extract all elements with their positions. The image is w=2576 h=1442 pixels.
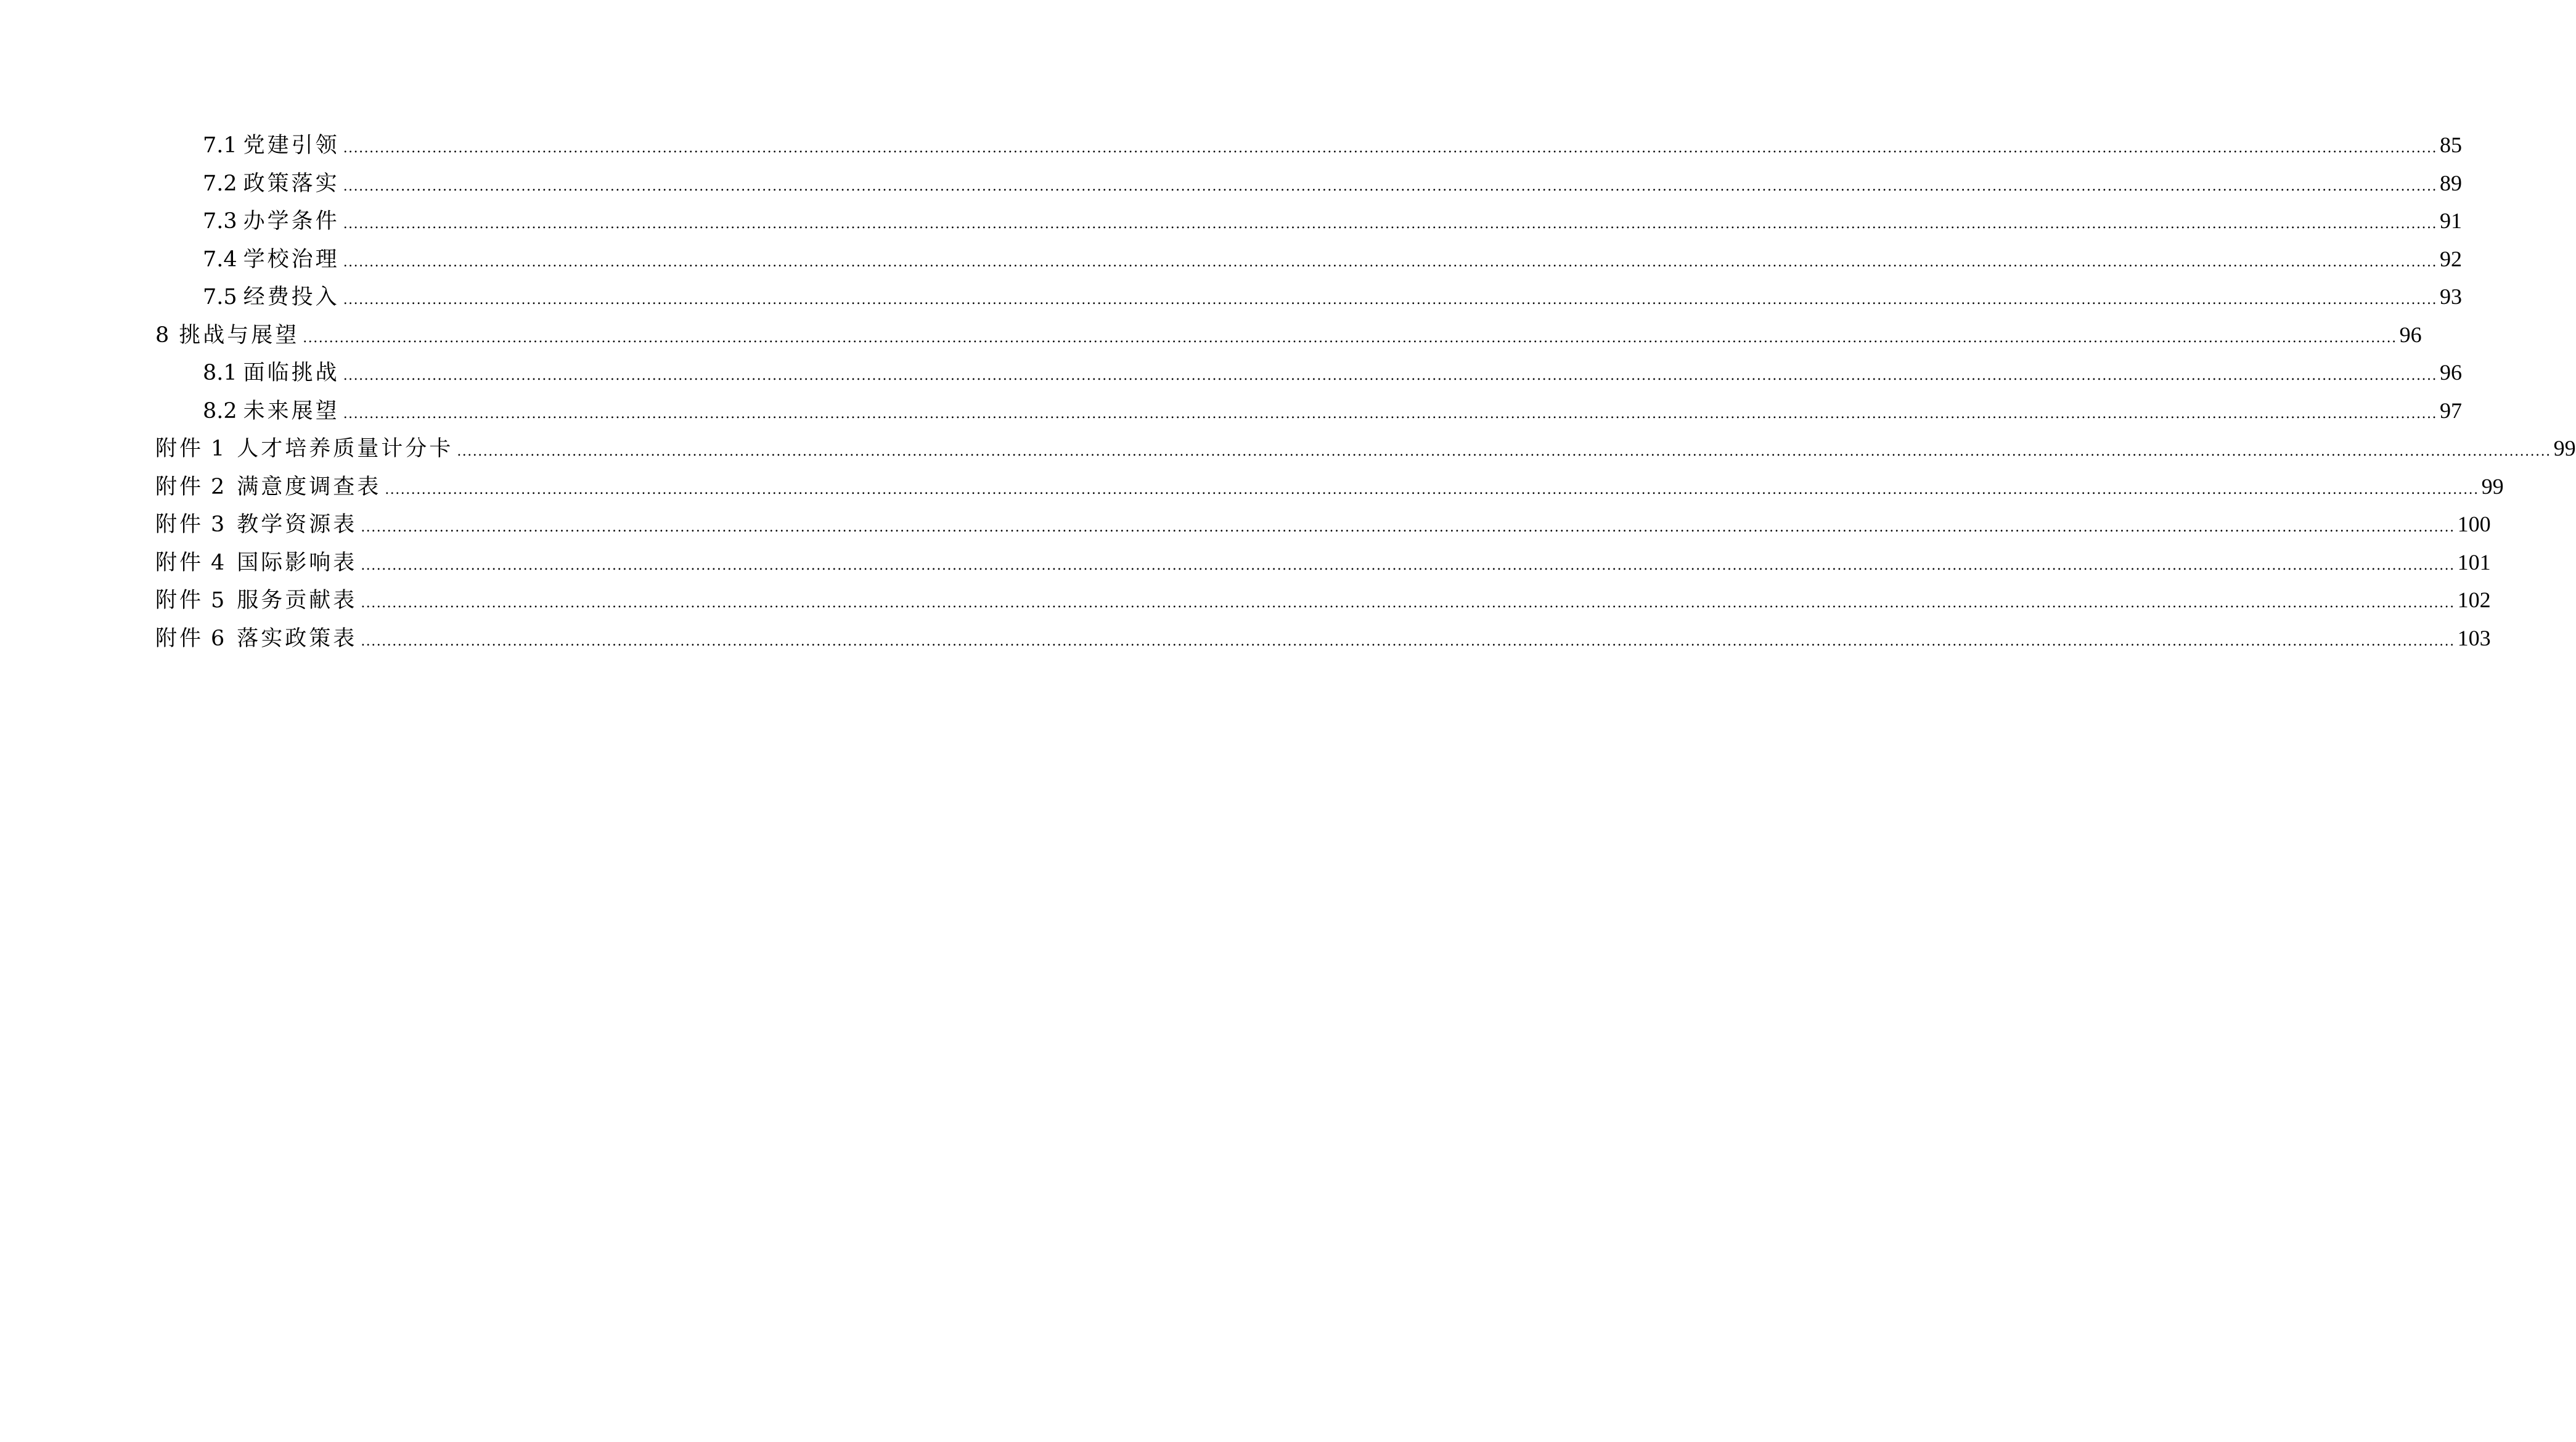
section-title: 经费投入 [243, 285, 340, 309]
appendix-prefix: 附件 [155, 626, 204, 651]
table-of-contents [155, 126, 2576, 657]
toc-entry-title [155, 317, 299, 355]
dot-leader: ................................................................................................................................................................................................................................................................................................................................................................................................................ [385, 481, 2479, 498]
page-number: 103 [2457, 625, 2491, 650]
appendix-title: 国际影响表 [237, 550, 358, 575]
page-number: 96 [2439, 360, 2462, 385]
dot-leader: ................................................................................................................................................................................................................................................................................................................................................................................................................ [343, 292, 2437, 308]
section-title: 面临挑战 [243, 361, 340, 385]
toc-entry-appendix-4[interactable] [155, 544, 2491, 582]
section-number: 7.3 [203, 209, 237, 234]
dot-leader: ................................................................................................................................................................................................................................................................................................................................................................................................................ [343, 216, 2437, 232]
appendix-title: 满意度调查表 [237, 474, 382, 499]
page-number: 99 [2481, 473, 2504, 499]
appendix-number: 2 [211, 474, 225, 499]
toc-entry-8-2[interactable] [155, 392, 2462, 430]
dot-leader: ................................................................................................................................................................................................................................................................................................................................................................................................................ [303, 330, 2397, 346]
page-number: 101 [2457, 549, 2491, 575]
toc-entry-title [155, 544, 357, 583]
chapter-number: 8 [155, 322, 170, 348]
appendix-title: 服务贡献表 [237, 588, 358, 613]
section-title: 未来展望 [243, 398, 340, 424]
dot-leader: ................................................................................................................................................................................................................................................................................................................................................................................................................ [457, 444, 2551, 459]
appendix-number: 1 [211, 436, 225, 461]
appendix-number: 6 [211, 626, 225, 651]
page-number: 91 [2439, 208, 2462, 233]
page-number: 92 [2439, 246, 2462, 271]
toc-entry-7-1[interactable] [155, 126, 2462, 165]
toc-entry-8-1[interactable] [155, 354, 2462, 392]
appendix-number: 4 [211, 550, 225, 575]
page-number: 99 [2553, 436, 2576, 461]
toc-entry-8[interactable] [155, 316, 2422, 354]
section-number: 7.5 [203, 285, 237, 309]
page-number: 93 [2439, 284, 2462, 309]
toc-entry-title [203, 241, 340, 279]
appendix-prefix: 附件 [155, 512, 204, 537]
dot-leader: ................................................................................................................................................................................................................................................................................................................................................................................................................ [361, 633, 2455, 649]
section-number: 7.2 [203, 171, 237, 196]
chapter-title: 挑战与展望 [179, 322, 300, 348]
section-title: 办学条件 [243, 209, 340, 234]
section-title: 党建引领 [243, 133, 340, 158]
appendix-prefix: 附件 [155, 474, 204, 499]
toc-entry-title [203, 203, 340, 241]
toc-entry-title [203, 393, 340, 431]
toc-entry-title [203, 127, 340, 165]
toc-entry-title [203, 165, 340, 203]
toc-entry-title [203, 279, 340, 317]
dot-leader: ................................................................................................................................................................................................................................................................................................................................................................................................................ [361, 596, 2455, 611]
toc-entry-7-4[interactable] [155, 240, 2462, 279]
toc-entry-title [155, 430, 453, 469]
appendix-title: 教学资源表 [237, 512, 358, 537]
page-number: 89 [2439, 170, 2462, 195]
page-number: 100 [2457, 512, 2491, 536]
appendix-prefix: 附件 [155, 550, 204, 575]
section-number: 8.1 [203, 361, 237, 385]
dot-leader: ................................................................................................................................................................................................................................................................................................................................................................................................................ [343, 178, 2437, 194]
toc-entry-7-5[interactable] [155, 278, 2462, 316]
toc-entry-title [203, 354, 340, 393]
dot-leader: ................................................................................................................................................................................................................................................................................................................................................................................................................ [343, 141, 2437, 156]
dot-leader: ................................................................................................................................................................................................................................................................................................................................................................................................................ [343, 254, 2437, 270]
page-number: 102 [2457, 588, 2491, 612]
appendix-title: 人才培养质量计分卡 [237, 436, 454, 461]
toc-entry-title [155, 620, 357, 658]
page-number: 85 [2439, 133, 2462, 157]
page-number: 97 [2439, 398, 2462, 423]
toc-entry-7-2[interactable] [155, 165, 2462, 203]
appendix-prefix: 附件 [155, 436, 204, 461]
dot-leader: ................................................................................................................................................................................................................................................................................................................................................................................................................ [361, 557, 2455, 573]
toc-entry-appendix-5[interactable] [155, 581, 2491, 620]
toc-entry-appendix-1[interactable] [155, 430, 2576, 468]
toc-entry-7-3[interactable] [155, 202, 2462, 240]
page-number: 96 [2399, 322, 2422, 347]
toc-entry-appendix-6[interactable] [155, 620, 2491, 658]
appendix-prefix: 附件 [155, 588, 204, 613]
toc-entry-appendix-3[interactable] [155, 506, 2491, 544]
dot-leader: ................................................................................................................................................................................................................................................................................................................................................................................................................ [343, 406, 2437, 422]
dot-leader: ................................................................................................................................................................................................................................................................................................................................................................................................................ [361, 520, 2455, 535]
dot-leader: ................................................................................................................................................................................................................................................................................................................................................................................................................ [343, 368, 2437, 383]
appendix-number: 5 [211, 588, 225, 613]
section-number: 7.4 [203, 247, 237, 272]
appendix-title: 落实政策表 [237, 626, 358, 651]
section-title: 学校治理 [243, 247, 340, 272]
appendix-number: 3 [211, 512, 225, 537]
toc-entry-title [155, 506, 357, 544]
toc-entry-title [155, 469, 381, 507]
section-number: 7.1 [203, 133, 237, 158]
section-title: 政策落实 [243, 171, 340, 196]
section-number: 8.2 [203, 398, 237, 424]
toc-entry-title [155, 582, 357, 620]
toc-entry-appendix-2[interactable] [155, 468, 2504, 506]
